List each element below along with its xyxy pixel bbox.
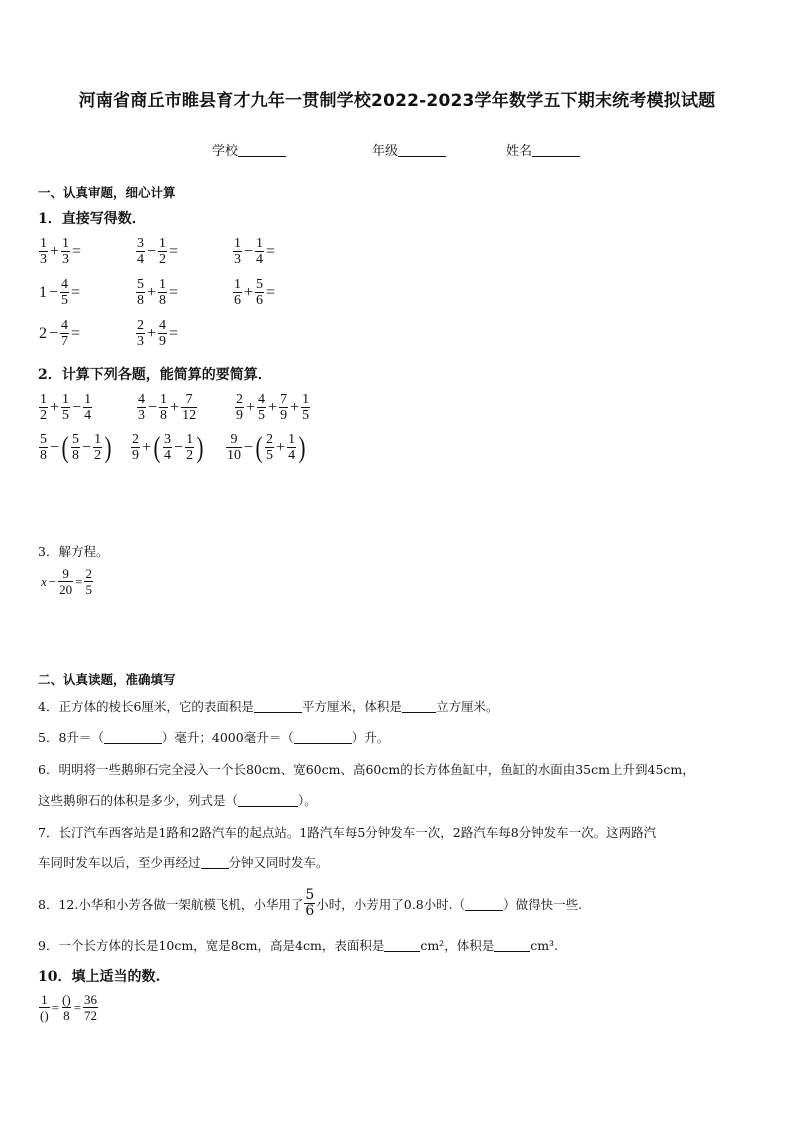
q1-expr-3: $\frac{1}{3}$ − $\frac{1}{4}$ = <box>234 236 276 267</box>
q4-blank-1[interactable] <box>254 699 302 713</box>
q1-expr-4: 1 − $\frac{4}{5}$ = <box>39 277 81 308</box>
name-field <box>506 140 580 159</box>
school-field <box>212 140 286 159</box>
question-10-title: 10．填上适当的数. <box>38 969 161 985</box>
school-label: 学校 <box>212 144 239 159</box>
section-2-heading: 二、认真读题，准确填写 <box>38 672 176 687</box>
q2-expr-5: $\frac{2}{9}$ + ( $\frac{3}{4}$ − $\frac{1}{2}$ ) <box>132 430 204 464</box>
q2-expr-2: $\frac{4}{3}$ − $\frac{1}{8}$ + $\frac{7}{12}$ <box>138 392 197 423</box>
q5-blank-1[interactable] <box>104 730 162 744</box>
question-4: 4．正方体的棱长6厘米，它的表面积是 平方厘米，体积是 立方厘米。 <box>38 699 499 714</box>
q2-expr-3: $\frac{2}{9}$ + $\frac{4}{5}$ + $\frac{7}{9}$ + $\frac{1}{5}$ <box>236 392 310 423</box>
grade-label: 年级 <box>372 144 399 159</box>
q6-blank[interactable] <box>238 793 298 807</box>
q9-blank-1[interactable] <box>384 938 420 952</box>
page-title: 河南省商丘市睢县育才九年一贯制学校2022-2023学年数学五下期末统考模拟试题 <box>78 91 716 111</box>
q9-blank-2[interactable] <box>494 938 530 952</box>
section-1-heading: 一、认真审题，细心计算 <box>38 185 176 200</box>
q1-expr-7: 2 − $\frac{4}{7}$ = <box>39 318 81 349</box>
name-blank[interactable] <box>532 143 580 157</box>
question-2-title: 2．计算下列各题，能简算的要简算． <box>38 367 272 383</box>
q7-blank[interactable] <box>201 855 229 869</box>
school-blank[interactable] <box>238 143 286 157</box>
q10-equation: $\frac{1}{()}$ = $\frac{()}{8}$ = $\frac{36}{72}$ <box>40 992 98 1023</box>
q1-expr-6: $\frac{1}{6}$ + $\frac{5}{6}$ = <box>234 277 276 308</box>
grade-blank[interactable] <box>398 143 446 157</box>
question-5: 5．8升＝（ ）毫升；4000毫升＝（ ）升。 <box>38 730 390 745</box>
q4-blank-2[interactable] <box>402 699 436 713</box>
q2-expr-4: $\frac{5}{8}$ − ( $\frac{5}{8}$ − $\frac{1}{2}$ ) <box>40 430 112 464</box>
q1-expr-2: $\frac{3}{4}$ − $\frac{1}{2}$ = <box>137 236 179 267</box>
question-7-line-1: 7．长汀汽车西客站是1路和2路汽车的起点站。1路汽车每5分钟发车一次，2路汽车每8分钟发车一次。这两路汽 <box>38 825 657 840</box>
question-8: 8．12.小华和小芳各做一架航模飞机，小华用了 $\frac{5}{6}$ 小时，小芳用了0.8小时.（ ）做得快一些. <box>38 887 583 919</box>
q5-blank-2[interactable] <box>294 730 352 744</box>
q1-expr-1: $\frac{1}{3}$ + $\frac{1}{3}$ = <box>40 236 82 267</box>
q3-equation: x − $\frac{9}{20}$ = $\frac{2}{5}$ <box>41 566 92 597</box>
question-6-line-1: 6．明明将一些鹅卵石完全浸入一个长80cm、宽60cm、高60cm的长方体鱼缸中，鱼缸的水面由35cm上升到45cm， <box>38 762 695 777</box>
q1-expr-5: $\frac{5}{8}$ + $\frac{1}{8}$ = <box>137 277 179 308</box>
q2-expr-1: $\frac{1}{2}$ + $\frac{1}{5}$ − $\frac{1}{4}$ <box>40 392 92 423</box>
grade-field <box>372 140 446 159</box>
question-7-line-2: 车同时发车以后，至少再经过 分钟又同时发车。 <box>38 855 329 870</box>
q8-blank[interactable] <box>465 897 503 911</box>
q1-expr-8: $\frac{2}{3}$ + $\frac{4}{9}$ = <box>137 318 179 349</box>
question-6-line-2: 这些鹅卵石的体积是多少，列式是（ ）。 <box>38 793 317 808</box>
name-label: 姓名 <box>506 144 533 159</box>
question-9: 9．一个长方体的长是10cm，宽是8cm，高是4cm，表面积是 cm²，体积是 cm³. <box>38 938 559 953</box>
question-1-title: 1．直接写得数． <box>38 211 146 227</box>
q2-expr-6: $\frac{9}{10}$ − ( $\frac{2}{5}$ + $\frac{1}{4}$ ) <box>227 430 306 464</box>
question-3-title: 3．解方程。 <box>38 544 109 559</box>
